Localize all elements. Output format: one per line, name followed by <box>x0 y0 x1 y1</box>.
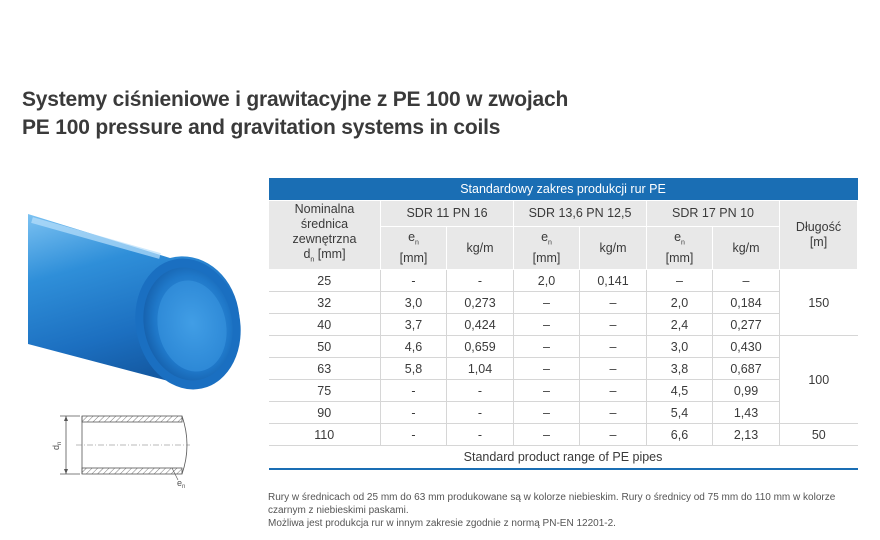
cell-en: 2,0 <box>514 270 580 292</box>
cell-en: 2,0 <box>647 292 713 314</box>
col-header-diameter-line3: zewnętrzna <box>292 232 357 247</box>
cell-en: 6,6 <box>647 424 713 446</box>
cell-kgm: 0,687 <box>713 358 780 380</box>
table-row <box>269 292 858 314</box>
cell-dn: 40 <box>269 314 381 336</box>
group-header-sdr11: SDR 11 PN 16 <box>381 201 514 227</box>
cell-dn: 25 <box>269 270 381 292</box>
col-header-diameter-unit: [mm] <box>314 247 346 262</box>
cell-en: - <box>381 270 447 292</box>
sub-header-en: $e_n$ [mm] <box>647 227 713 270</box>
cell-kgm: 0,430 <box>713 336 780 358</box>
col-header-diameter-symbol-sub: n <box>310 256 315 264</box>
cell-kgm: – <box>580 424 647 446</box>
cell-kgm: – <box>580 292 647 314</box>
cell-en: 3,7 <box>381 314 447 336</box>
en-label: e <box>177 478 183 488</box>
cell-en: – <box>514 424 580 446</box>
cell-kgm: 0,277 <box>713 314 780 336</box>
table-title: Standardowy zakres produkcji rur PE <box>269 178 858 201</box>
cell-kgm: 0,424 <box>447 314 514 336</box>
cell-en: – <box>514 314 580 336</box>
dn-subscript: n <box>57 441 63 445</box>
cell-en: 3,0 <box>647 336 713 358</box>
page-title: Systemy ciśnieniowe i grawitacyjne z PE 100 w zwojach <box>22 88 569 111</box>
cell-kgm: 0,141 <box>580 270 647 292</box>
cell-en: - <box>381 402 447 424</box>
table-row <box>269 358 858 380</box>
cell-en: 4,5 <box>647 380 713 402</box>
table-footer: Standard product range of PE pipes <box>269 446 858 470</box>
cell-en: 3,8 <box>647 358 713 380</box>
col-header-diameter-line1: Nominalna <box>294 202 355 217</box>
cell-kgm: – <box>580 314 647 336</box>
group-header-sdr13-6: SDR 13,6 PN 12,5 <box>514 201 647 227</box>
svg-text:dn <box>51 442 63 450</box>
cell-en: – <box>514 402 580 424</box>
table-row <box>269 336 858 358</box>
col-header-length <box>780 201 858 270</box>
cell-kgm: 0,99 <box>713 380 780 402</box>
cell-length: 50 <box>780 424 858 446</box>
cell-kgm: – <box>713 270 780 292</box>
cell-en: 4,6 <box>381 336 447 358</box>
sub-header-en: $e_n$ [mm] <box>514 227 580 270</box>
cell-kgm: – <box>580 402 647 424</box>
note-standard: Możliwa jest produkcja rur w innym zakresie zgodnie z normą PN-EN 12201-2. <box>268 518 616 529</box>
cell-en: – <box>514 380 580 402</box>
dn-label: d <box>51 444 61 450</box>
cell-kgm: – <box>580 380 647 402</box>
production-range-table <box>268 178 858 470</box>
pipe-photo <box>20 196 245 401</box>
cell-dn: 90 <box>269 402 381 424</box>
col-header-length-line2: [m] <box>809 235 828 249</box>
cell-dn: 75 <box>269 380 381 402</box>
cell-en: 2,4 <box>647 314 713 336</box>
cell-kgm: - <box>447 380 514 402</box>
cell-en: – <box>647 270 713 292</box>
sub-header-kgm: kg/m <box>713 227 780 270</box>
cell-dn: 50 <box>269 336 381 358</box>
cell-kgm: 0,273 <box>447 292 514 314</box>
cell-kgm: – <box>580 358 647 380</box>
sub-header-en: $e_n$ [mm] <box>381 227 447 270</box>
col-header-diameter-symbol: d <box>303 247 311 262</box>
cell-kgm: 1,04 <box>447 358 514 380</box>
table-row <box>269 380 858 402</box>
cell-en: – <box>514 336 580 358</box>
col-header-diameter <box>269 201 381 270</box>
cell-kgm: 0,184 <box>713 292 780 314</box>
notes <box>268 491 868 530</box>
production-range-table-wrap <box>268 178 857 470</box>
cell-en: 5,8 <box>381 358 447 380</box>
table-row <box>269 424 858 446</box>
col-header-length-line1: Długość <box>795 220 842 234</box>
cell-dn: 110 <box>269 424 381 446</box>
cell-en: - <box>381 424 447 446</box>
cell-kgm: 0,659 <box>447 336 514 358</box>
cell-en: - <box>381 380 447 402</box>
cell-en: – <box>514 358 580 380</box>
cell-dn: 63 <box>269 358 381 380</box>
cell-kgm: 1,43 <box>713 402 780 424</box>
cell-length: 150 <box>780 270 858 336</box>
svg-text:en <box>177 478 185 488</box>
table-row <box>269 402 858 424</box>
sub-header-kgm: kg/m <box>447 227 514 270</box>
cell-en: 3,0 <box>381 292 447 314</box>
pipe-section-drawing <box>50 408 200 488</box>
cell-dn: 32 <box>269 292 381 314</box>
table-row <box>269 270 858 292</box>
note-colors: Rury w średnicach od 25 mm do 63 mm produkowane są w kolorze niebieskim. Rury o średnicy od 75 mm do 110 mm w kolorze czarnym z niebieskimi paskami. <box>268 492 836 516</box>
table-row <box>269 314 858 336</box>
group-header-sdr17: SDR 17 PN 10 <box>647 201 780 227</box>
cell-length: 100 <box>780 336 858 424</box>
en-subscript: n <box>182 484 186 488</box>
sub-header-kgm: kg/m <box>580 227 647 270</box>
col-header-diameter-line2: średnica <box>300 217 349 232</box>
cell-kgm: - <box>447 424 514 446</box>
page-subtitle: PE 100 pressure and gravitation systems in coils <box>22 116 501 139</box>
cell-en: – <box>514 292 580 314</box>
cell-en: 5,4 <box>647 402 713 424</box>
cell-kgm: 2,13 <box>713 424 780 446</box>
cell-kgm: – <box>580 336 647 358</box>
cell-kgm: - <box>447 402 514 424</box>
cell-kgm: - <box>447 270 514 292</box>
